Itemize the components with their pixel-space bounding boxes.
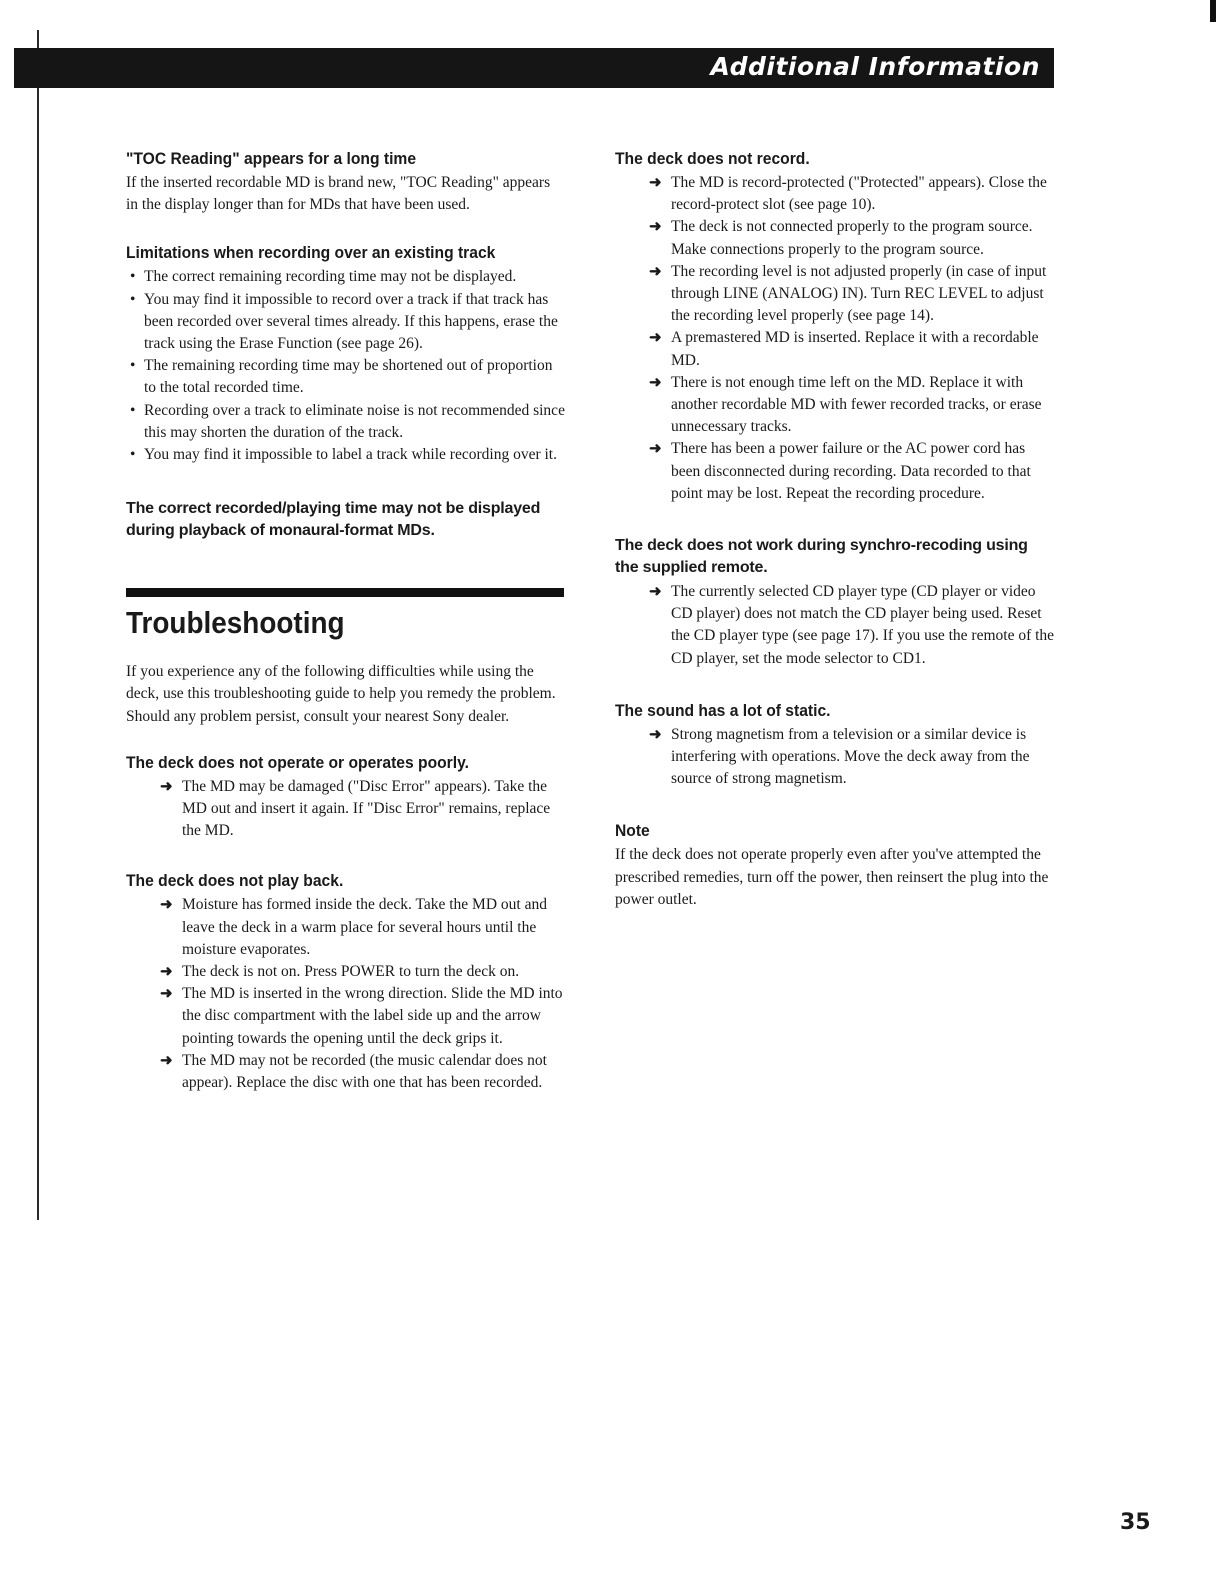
list-item: • The correct remaining recording time may not be displayed. [126,266,566,288]
list-item: • The remaining recording time may be shortened out of proportion to the total recorded time. [126,355,566,399]
left-column [126,148,566,1114]
remedy-text: The deck is not connected properly to the program source. Make connections properly to the program source. [671,218,1033,258]
list-item [649,327,1055,371]
list-item [649,216,1055,260]
toc-section [126,148,566,216]
remedy-list [649,724,1055,791]
remedy-text: There is not enough time left on the MD. Replace it with another recordable MD with fewer recorded tracks, or erase unnecessary tracks. [671,373,1042,436]
arrow-icon: ➜ [649,330,662,347]
list-item [649,372,1055,439]
remedy-text: The MD is inserted in the wrong direction. Slide the MD into the disc compartment with the label side up and the arrow pointing towards the opening until the deck grips it. [182,985,563,1047]
corner-mark [1210,0,1216,22]
remedy-text: The MD may not be recorded (the music calendar does not appear). Replace the disc with one that has been recorded. [182,1051,547,1092]
header-bar [14,48,1054,88]
left-margin-rule [37,30,39,1220]
toc-heading: "TOC Reading" appears for a long time [126,149,417,168]
remedy-list [160,776,566,843]
remedy-text: Strong magnetism from a television or a similar device is interfering with operations. Move the deck away from the source of strong magnetism. [671,725,1030,788]
remedy-text: The MD may be damaged ("Disc Error" appears). Take the MD out and insert it again. If "Disc Error" remains, replace the MD. [182,777,551,840]
arrow-icon: ➜ [649,441,662,458]
list-item: • You may find it impossible to record over a track if that track has been recorded over several times already. If this happens, erase the track using the Erase Function (see page 26). [126,289,566,356]
list-item [649,581,1055,670]
remedy-text: There has been a power failure or the AC power cord has been disconnected during recording. Data recorded to that point may be lost. Repeat the recording procedure. [671,440,1031,502]
remedy-text: The deck is not on. Press POWER to turn the deck on. [182,963,520,981]
list-item [649,261,1055,328]
not-record-heading: The deck does not record. [615,149,810,168]
remedy-text: The currently selected CD player type (CD player or video CD player) does not match the CD player being used. Reset the CD player type (see page 17). If you use the remote of the CD player, set the mode selector to CD1. [671,583,1055,667]
list-item [160,776,566,843]
list-item: • You may find it impossible to label a track while recording over it. [126,444,566,466]
limitations-section [126,242,566,466]
not-play-heading: The deck does not play back. [126,871,344,891]
static-section [615,700,1055,791]
list-item [160,894,566,961]
list-item [649,724,1055,791]
note-section [615,820,1055,911]
remedy-list [160,894,566,1094]
toc-body: If the inserted recordable MD is brand new, "TOC Reading" appears in the display longer than for MDs that have been used. [126,174,551,214]
limitations-list [126,266,566,466]
troubleshooting-intro: If you experience any of the following difficulties while using the deck, use this troubleshooting guide to help you remedy the problem. Should any problem persist, consult your nearest Sony dealer. [126,663,556,725]
limitations-heading: Limitations when recording over an existing track [126,243,496,263]
remedy-list [649,581,1055,670]
section-title: Troubleshooting [126,605,345,641]
static-heading: The sound has a lot of static. [615,700,831,720]
playing-time-heading: The correct recorded/playing time may not be displayed during playback of monaural-format MDs. [126,500,541,540]
list-item [649,172,1055,216]
page-number: 35 [1120,1510,1151,1535]
section-title-rule [126,588,564,597]
list-item [160,1050,566,1094]
arrow-icon: ➜ [160,778,173,795]
remedy-text: The MD is record-protected ("Protected" appears). Close the record-protect slot (see page 10). [671,174,1047,214]
remedy-text: A premastered MD is inserted. Replace it with a recordable MD. [671,329,1039,369]
arrow-icon: ➜ [160,964,173,981]
arrow-icon: ➜ [649,263,662,280]
remedy-text: The recording level is not adjusted properly (in case of input through LINE (ANALOG) IN). Turn REC LEVEL to adjust the recording level properly (see page 14). [671,262,1047,325]
not-record-section [615,148,1055,505]
playing-time-section [126,498,566,542]
note-heading: Note [615,821,650,841]
right-column [615,148,1055,931]
arrow-icon: ➜ [160,1052,173,1069]
arrow-icon: ➜ [649,374,662,391]
note-body: If the deck does not operate properly even after you've attempted the prescribed remedies, turn off the power, then reinsert the plug into the power outlet. [615,846,1049,908]
arrow-icon: ➜ [649,584,662,601]
arrow-icon: ➜ [649,175,662,191]
arrow-icon: ➜ [649,219,662,236]
arrow-icon: ➜ [649,726,662,743]
synchro-heading: The deck does not work during synchro-recoding using the supplied remote. [615,537,1028,577]
list-item: • Recording over a track to eliminate noise is not recommended since this may shorten the duration of the track. [126,400,566,444]
not-operate-heading: The deck does not operate or operates poorly. [126,752,470,772]
not-operate-section [126,752,566,843]
arrow-icon: ➜ [160,986,173,1003]
list-item [160,961,566,983]
not-play-section [126,870,566,1094]
header-title: Additional Information [710,52,1040,81]
remedy-text: Moisture has formed inside the deck. Take the MD out and leave the deck in a warm place for several hours until the moisture evaporates. [182,896,547,958]
arrow-icon: ➜ [160,897,173,914]
remedy-list [649,172,1055,505]
troubleshooting-section [126,588,566,728]
list-item [649,438,1055,505]
synchro-section [615,535,1055,670]
list-item [160,983,566,1050]
